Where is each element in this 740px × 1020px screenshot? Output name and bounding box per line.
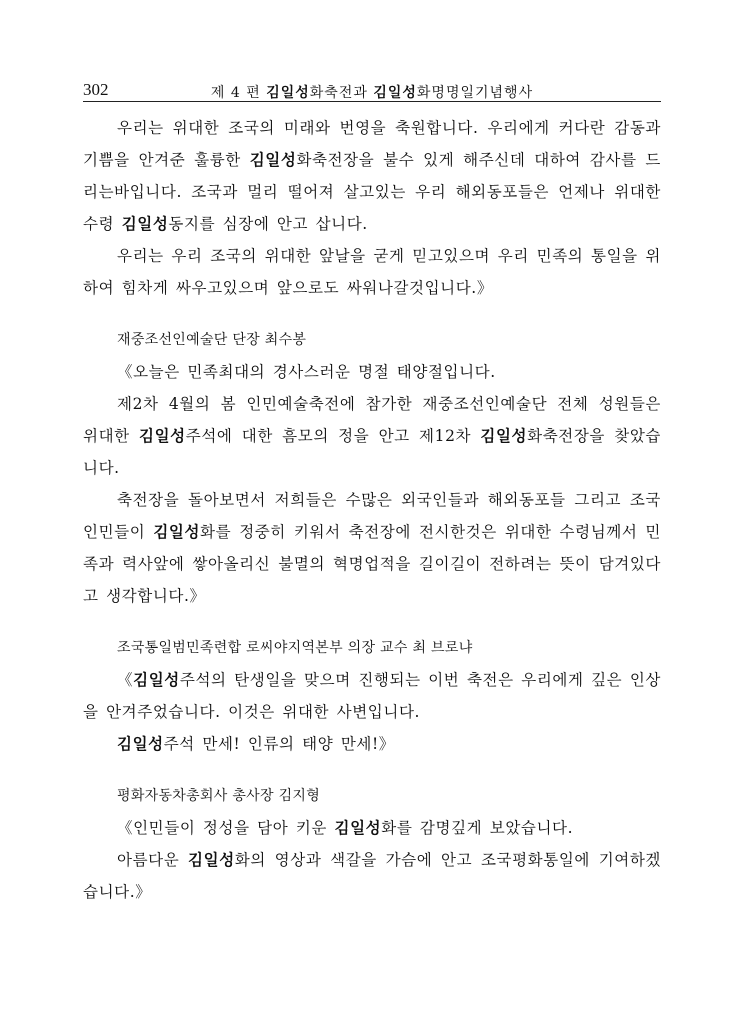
text-run: 제2차 4월의 봄 인민예술축전에 참가한 재중조선인예술단 전체 성원들은 위대한 — [83, 395, 661, 445]
paragraph: 우리는 우리 조국의 위대한 앞날을 굳게 믿고있으며 우리 민족의 통일을 위하여 힘차게 싸우고있으며 앞으로도 싸워나갈것입니다.》 — [83, 247, 661, 297]
speaker-line: 조국통일범민족련합 로씨야지역본부 의장 교수 최 브로냐 — [117, 640, 473, 656]
speaker-line: 평화자동차총회사 총사장 김지형 — [117, 788, 321, 804]
speaker-line: 재중조선인예술단 단장 최수봉 — [117, 332, 307, 348]
text-run: 화축전장을 찾았습니다. — [83, 427, 662, 477]
page-body — [83, 112, 661, 908]
section-2 — [83, 330, 661, 612]
section-1 — [83, 112, 661, 304]
page-header — [83, 76, 661, 102]
bold-name: 김일성 — [480, 427, 528, 445]
paragraph — [83, 388, 661, 484]
page-number: 302 — [83, 80, 109, 99]
text-run: 화를 정중히 키워서 축전장에 전시한것은 위대한 수령님께서 민족과 력사앞에 쌓아올리신 불멸의 혁명업적을 길이길이 전하려는 뜻이 담겨있다고 생각합니다.》 — [83, 523, 661, 605]
running-head-part: 화축전과 — [309, 85, 374, 101]
text-run: 화의 영상과 색갈을 가슴에 안고 조국평화통일에 기여하겠습니다.》 — [83, 851, 661, 901]
text-run: 아름다운 — [117, 851, 189, 869]
text-run: 주석의 탄생일을 맞으며 진행되는 이번 축전은 우리에게 깊은 인상을 안겨주었습니다. 이것은 위대한 사변입니다. — [83, 671, 661, 721]
bold-name: 김일성 — [121, 215, 169, 233]
section-3 — [83, 638, 661, 760]
bold-name: 김일성 — [188, 851, 235, 869]
bold-name: 김일성 — [334, 819, 382, 837]
text-run: 우리는 위대한 조국의 미래와 번영을 축원합니다. 우리에게 커다란 감동과 기쁨을 안겨준 훌륭한 — [83, 119, 661, 169]
section-4 — [83, 786, 661, 908]
text-run: 축전장을 돌아보면서 저희들은 수많은 외국인들과 해외동포들 그리고 조국인민들이 — [83, 491, 661, 541]
text-run: 화축전장을 불수 있게 해주신데 대하여 감사를 드리는바입니다. 조국과 멀리 떨어져 살고있는 우리 해외동포들은 언제나 위대한 수령 — [83, 151, 661, 233]
text-run: 주석에 대한 흠모의 정을 안고 제12차 — [185, 427, 481, 445]
running-head-name: 김일성 — [373, 85, 417, 101]
bold-name: 김일성 — [249, 151, 297, 169]
paragraph: 《오늘은 민족최대의 경사스러운 명절 태양절입니다. — [117, 363, 496, 381]
text-run: 《인민들이 정성을 담아 키운 — [117, 819, 335, 837]
text-run: 동지를 심장에 안고 삽니다. — [168, 215, 368, 233]
bold-name: 김일성 — [117, 735, 164, 753]
paragraph — [83, 812, 661, 844]
paragraph — [83, 484, 661, 612]
running-head-name: 김일성 — [266, 85, 310, 101]
bold-name: 김일성 — [139, 427, 186, 445]
text-run: 《 — [117, 671, 134, 689]
text-run: 화를 감명깊게 보았습니다. — [381, 819, 574, 837]
paragraph — [83, 664, 661, 728]
running-head-part: 제 4 편 — [210, 85, 267, 101]
header-rule — [83, 101, 661, 102]
running-head-part: 화명명일기념행사 — [416, 85, 534, 101]
paragraph — [83, 112, 661, 240]
bold-name: 김일성 — [133, 671, 180, 689]
text-run: 주석 만세! 인류의 태양 만세!》 — [163, 735, 395, 753]
running-head — [83, 82, 661, 102]
paragraph — [83, 844, 661, 908]
bold-name: 김일성 — [153, 523, 201, 541]
paragraph — [83, 728, 661, 760]
